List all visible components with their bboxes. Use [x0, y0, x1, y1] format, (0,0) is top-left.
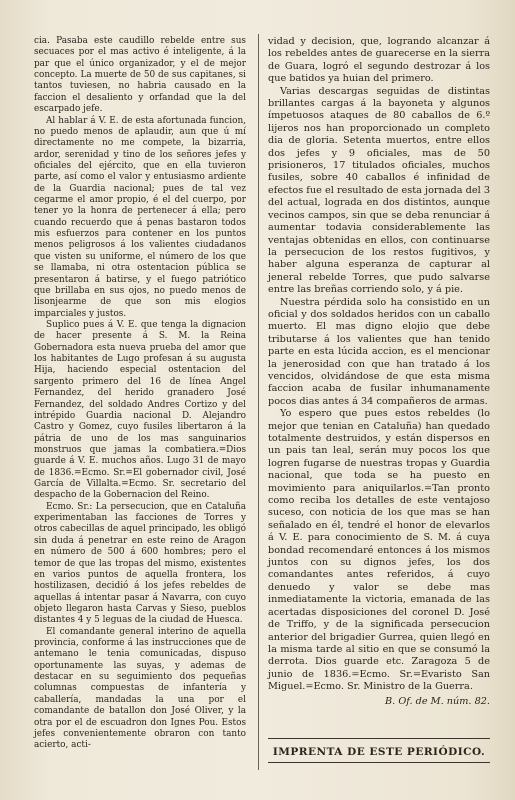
paragraph: cia. Pasaba este caudillo rebelde entre sus secuaces por el mas activo é inteligente, á la par que el único organizador, y el de mejor concepto. La muerte de 50 de sus capitanes, si tantos tuviesen, no habria causado en la faccion el desaliento y orfandad que la del escarpado jefe. — [34, 36, 246, 115]
paragraph: Varias descargas seguidas de distintas brillantes cargas á la bayoneta y algunos ímpetuosos ataques de 80 caballos de 6.º lijeros nos han proporcionado un completo dia de gloria. Setenta muertos, entre ellos dos jefes y 9 oficiales, mas de 50 prisioneros, 17 titulados oficiales, muchos fusiles, sobre 40 caballos é infinidad de efectos fue el resultado de esta jornada del 3 del actual, lograda en dos distintos, aunque vecinos campos, sin que se deba renunciar á aumentar todavia considerablemente las ventajas obtenidas en ellos, con continuarse la persecucion de los restos fugitivos, y haber alguna esperanza de capturar al jeneral rebelde Torres, que pudo salvarse entre las breñas corriendo solo, y á pie. — [268, 85, 490, 296]
paragraph: Al hablar á V. E. de esta afortunada funcion, no puedo menos de aplaudir, aun que ú mí directamente no me compete, la bizarria, ardor, serenidad y tino de los señores jefes y oficiales del ejército, que en ella tuvieron parte, así como el valor y entusiasmo ardiente de la Guardia nacional; pues de tal vez cegarme el amor propio, é el del cuerpo, por tener yo la honra de pertenecer á ella; pero cuando recuerdo que á penas bastaron todos mis esfuerzos para contener en los puntos menos peligrosos á los valientes ciudadanos que visten su uniforme, el número de los que se llamaba, ni otra ostentacion pública se presentaron á batirse, y el fuego patriótico que brillaba en sus ojos, no puedo menos de lisonjearme de que son mis elogios imparciales y justos. — [34, 115, 246, 319]
column-divider — [258, 34, 259, 770]
paragraph: Yo espero que pues estos rebeldes (lo mejor que tenian en Cataluña) han quedado totalmente destruidos, y están dispersos en un pais tan leal, serán muy pocos los que logren fugarse de nuestras tropas y Guardia nacional, que toda se ha puesto en movimiento para aniquilarlos.=Tan pronto como reciba los detalles de este ventajoso suceso, con noticia de los que mas se han señalado en él, tendré el honor de elevarlos á V. E. para conocimiento de S. M. á cuya bondad recomendaré entonces á los mismos juntos con su dignos jefes, los dos comandantes antes referidos, á cuyo denuedo y valor se debe mas inmediatamente la victoria, emanada de las acertadas disposiciones del coronel D. José de Triffo, y de la significada persecucion anterior del brigadier Gurrea, quien llegó en la misma tarde al sitio en que se consumó la derrota. Dios guarde etc. Zaragoza 5 de junio de 1836.=Ecmo. Sr.=Evaristo San Miguel.=Ecmo. Sr. Ministro de la Guerra. — [268, 408, 490, 693]
paragraph: Ecmo. Sr.: La persecucion, que en Cataluña experimentaban las facciones de Torres y otros cabecillas de aquel principado, les obligó sin duda á penetrar en este reino de Aragon en número de 500 á 600 hombres; pero el temor de que las tropas del mismo, existentes en varios puntos de aquella frontera, los hostilizasen, decidió á los jefes rebeldes de aquellas á intentar pasar á Navarra, con cuyo objeto llegaron hasta Carvas y Sieso, pueblos distantes 4 y 5 leguas de la ciudad de Huesca. — [34, 501, 246, 626]
source-signature: B. Of. de M. núm. 82. — [385, 695, 490, 707]
left-column — [34, 36, 246, 752]
paragraph: vidad y decision, que, logrando alcanzar á los rebeldes antes de guarecerse en la sierra de Guara, logró el segundo destrozar á los que batidos ya huian del primero. — [268, 36, 490, 85]
imprint-line: IMPRENTA DE ESTE PERIÓDICO. — [272, 746, 486, 758]
imprint-bottom-rule — [268, 762, 490, 763]
paragraph: El comandante general interino de aquella provincia, conforme á las instrucciones que de antemano le tenia comunicadas, dispuso oportunamente las suyas, y ademas de destacar en su seguimiento dos pequeñas columnas compuestas de infantería y caballería, mandadas la una por el comandante de batallon don José Oliver, y la otra por el de escuadron don Ignes Pou. Estos jefes convenientemente obraron con tanto acierto, acti- — [34, 626, 246, 751]
imprint-top-rule — [268, 738, 490, 739]
right-column — [268, 36, 490, 708]
paragraph: Suplico pues á V. E. que tenga la dignacion de hacer presente á S. M. la Reina Gobernadora esta nueva prueba del amor que los habitantes de Lugo profesan á su augusta Hija, haciendo especial ostentacion del sargento primero del 16 de línea Angel Fernandez, del herido granadero José Fernandez, del soldado Andres Cortizo y del intrépido Guardia nacional D. Alejandro Castro y Gomez, cuyo fusiles libertaron á la pátria de uno de los mas sanguinarios monstruos que jamas la combatiera.=Dios guarde á V. E. muchos años. Lugo 31 de mayo de 1836.=Ecmo. Sr.=El gobernador civil, José García de Villalta.=Ecmo. Sr. secretario del despacho de la Gobernacion del Reino. — [34, 319, 246, 501]
paragraph: Nuestra pérdida solo ha consistido en un oficial y dos soldados heridos con un caballo muerto. El mas digno elojio que debe tributarse á los valientes que han tenido parte en esta lúcida accion, es el mencionar la jenerosidad con que han tratado á los vencidos, olvidándose de que esta misma faccion acaba de fusilar inhumanamente pocos dias antes á 34 compañeros de armas. — [268, 296, 490, 407]
